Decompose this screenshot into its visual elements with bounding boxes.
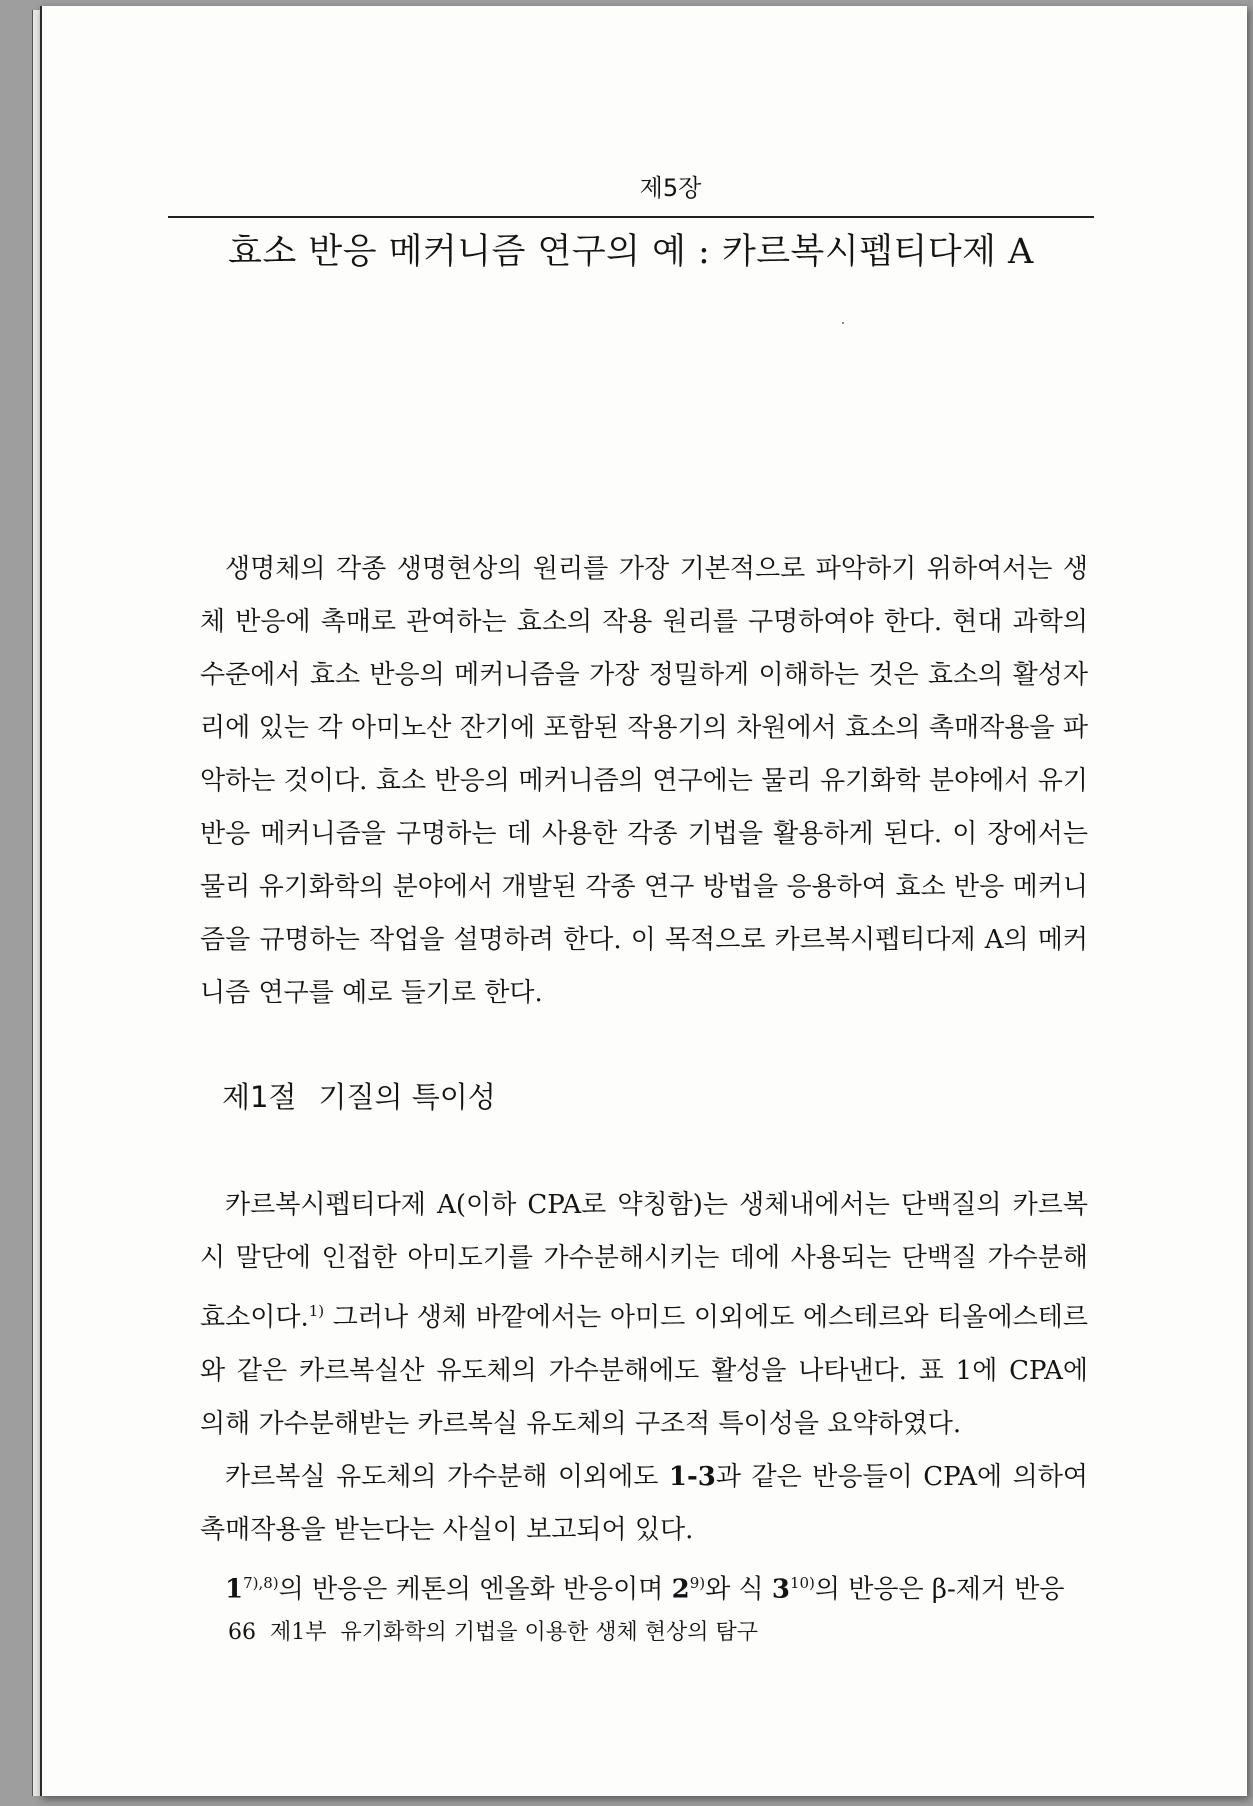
p2-text-b: 과 같은 반응들이 CPA에 의하여 촉매작용을 받는다는 사실이 보고되어 있다. xyxy=(200,1461,1088,1545)
section-paragraph-2 xyxy=(200,1451,1088,1557)
chapter-title: 효소 반응 메커니즘 연구의 예 : 카르복시펩티다제 A xyxy=(228,232,1034,272)
p3-text-c: 의 반응은 β-제거 반응 xyxy=(814,1574,1065,1605)
p1-text-a: 카르복시펩티다제 A(이하 CPA로 약칭함)는 생체내에서는 단백질의 카르복시 말단에 인접한 아미도기를 가수분해시키는 데에 사용되는 단백질 가수분해 효소이다. xyxy=(200,1190,1088,1333)
section-paragraph-3 xyxy=(200,1557,1088,1617)
compound-ref-2: 2 xyxy=(671,1574,690,1605)
title-rule xyxy=(168,216,1094,218)
intro-paragraph: 생명체의 각종 생명현상의 원리를 가장 기본적으로 파악하기 위하여서는 생체 반응에 촉매로 관여하는 효소의 작용 원리를 구명하여야 한다. 현대 과학의 수준에서 효소 반응의 메커니즘을 가장 정밀하게 이해하는 것은 효소의 활성자리에 있는 각 아미노산 잔기에 포함된 작용기의 차원에서 효소의 촉매작용을 파악하는 것이다. 효소 반응의 메커니즘의 연구에는 물리 유기화학 분야에서 유기 반응 메커니즘을 구명하는 데 사용한 각종 기법을 활용하게 된다. 이 장에서는 물리 유기화학의 분야에서 개발된 각종 연구 방법을 응용하여 효소 반응 메커니즘을 규명하는 작업을 설명하려 한다. 이 목적으로 카르복시펩티다제 A의 메커니즘 연구를 예로 들기로 한다. xyxy=(200,554,1088,1008)
page-number: 66 xyxy=(228,1620,256,1645)
compound-ref-3: 3 xyxy=(771,1574,790,1605)
section-heading xyxy=(222,1075,496,1116)
p3-text-a: 의 반응은 케톤의 엔올화 반응이며 xyxy=(278,1574,672,1605)
compound-ref-1: 1 xyxy=(225,1574,244,1605)
section-number: 제1절 xyxy=(222,1080,297,1114)
part-label: 제1부 xyxy=(270,1620,327,1645)
compound-ref: 1-3 xyxy=(668,1461,716,1492)
reference-marker: 1) xyxy=(308,1302,325,1320)
part-title: 유기화학의 기법을 이용한 생체 현상의 탐구 xyxy=(340,1620,759,1645)
p3-text-b: 와 식 xyxy=(705,1574,772,1605)
p2-text-a: 카르복실 유도체의 가수분해 이외에도 xyxy=(225,1461,669,1492)
reference-marker: 10) xyxy=(789,1573,815,1592)
reference-marker: 7),8) xyxy=(243,1573,279,1592)
intro-text xyxy=(200,543,1088,1020)
p1-text-b: 그러나 생체 바깥에서는 아미드 이외에도 에스테르와 티올에스테르와 같은 카르복실산 유도체의 가수분해에도 활성을 나타낸다. 표 1에 CPA에 의해 가수분해받는 카르복실 유도체의 구조적 특이성을 요약하였다. xyxy=(200,1302,1088,1439)
scan-speck xyxy=(842,322,844,324)
page-footer xyxy=(228,1615,772,1646)
section-paragraph-1 xyxy=(200,1179,1088,1451)
chapter-label: 제5장 xyxy=(639,174,702,202)
section-title: 기질의 특이성 xyxy=(318,1080,496,1114)
section-text xyxy=(200,1179,1088,1616)
reference-marker: 9) xyxy=(689,1573,706,1592)
